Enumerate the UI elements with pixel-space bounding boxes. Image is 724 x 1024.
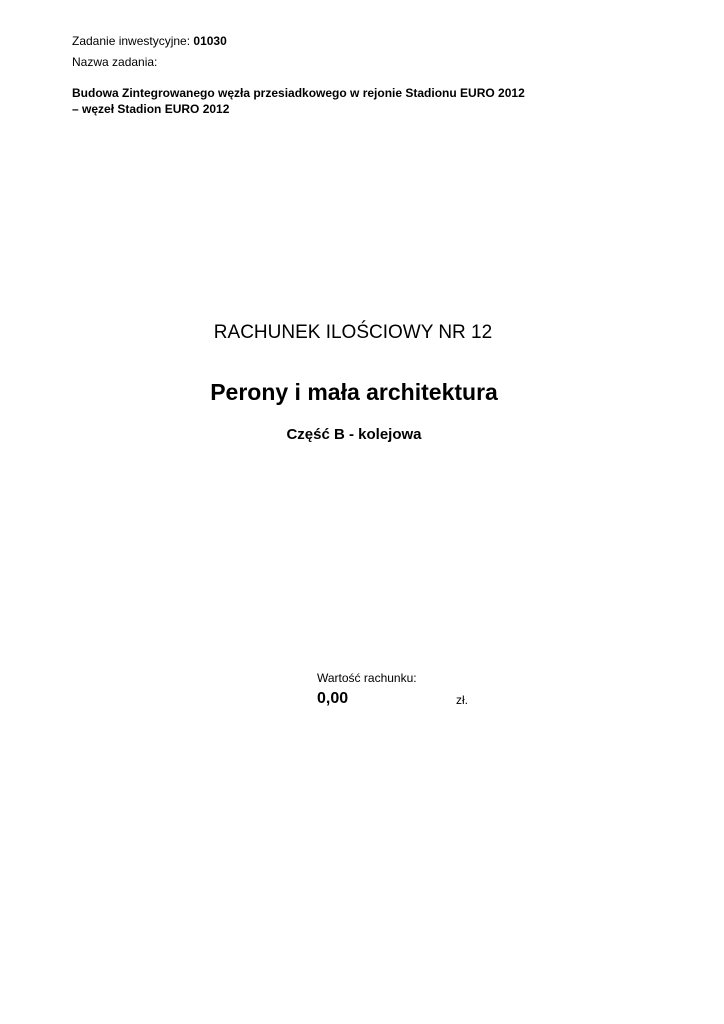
document-subject: Perony i mała architektura [210, 379, 498, 405]
document-part: Część B - kolejowa [286, 426, 422, 443]
task-name-line-2: – węzeł Stadion EURO 2012 [72, 102, 230, 116]
document-title: RACHUNEK ILOŚCIOWY NR 12 [213, 322, 493, 343]
value-currency: zł. [456, 693, 468, 707]
value-amount: 0,00 [317, 690, 349, 707]
task-name-label: Nazwa zadania: [72, 55, 158, 69]
task-id-row [72, 34, 227, 48]
task-name-line-1: Budowa Zintegrowanego węzła przesiadkowego w rejonie Stadionu EURO 2012 [72, 86, 525, 100]
value-label: Wartość rachunku: [317, 671, 417, 685]
task-id-value: 01030 [193, 34, 227, 48]
task-id-label: Zadanie inwestycyjne: [72, 34, 194, 48]
